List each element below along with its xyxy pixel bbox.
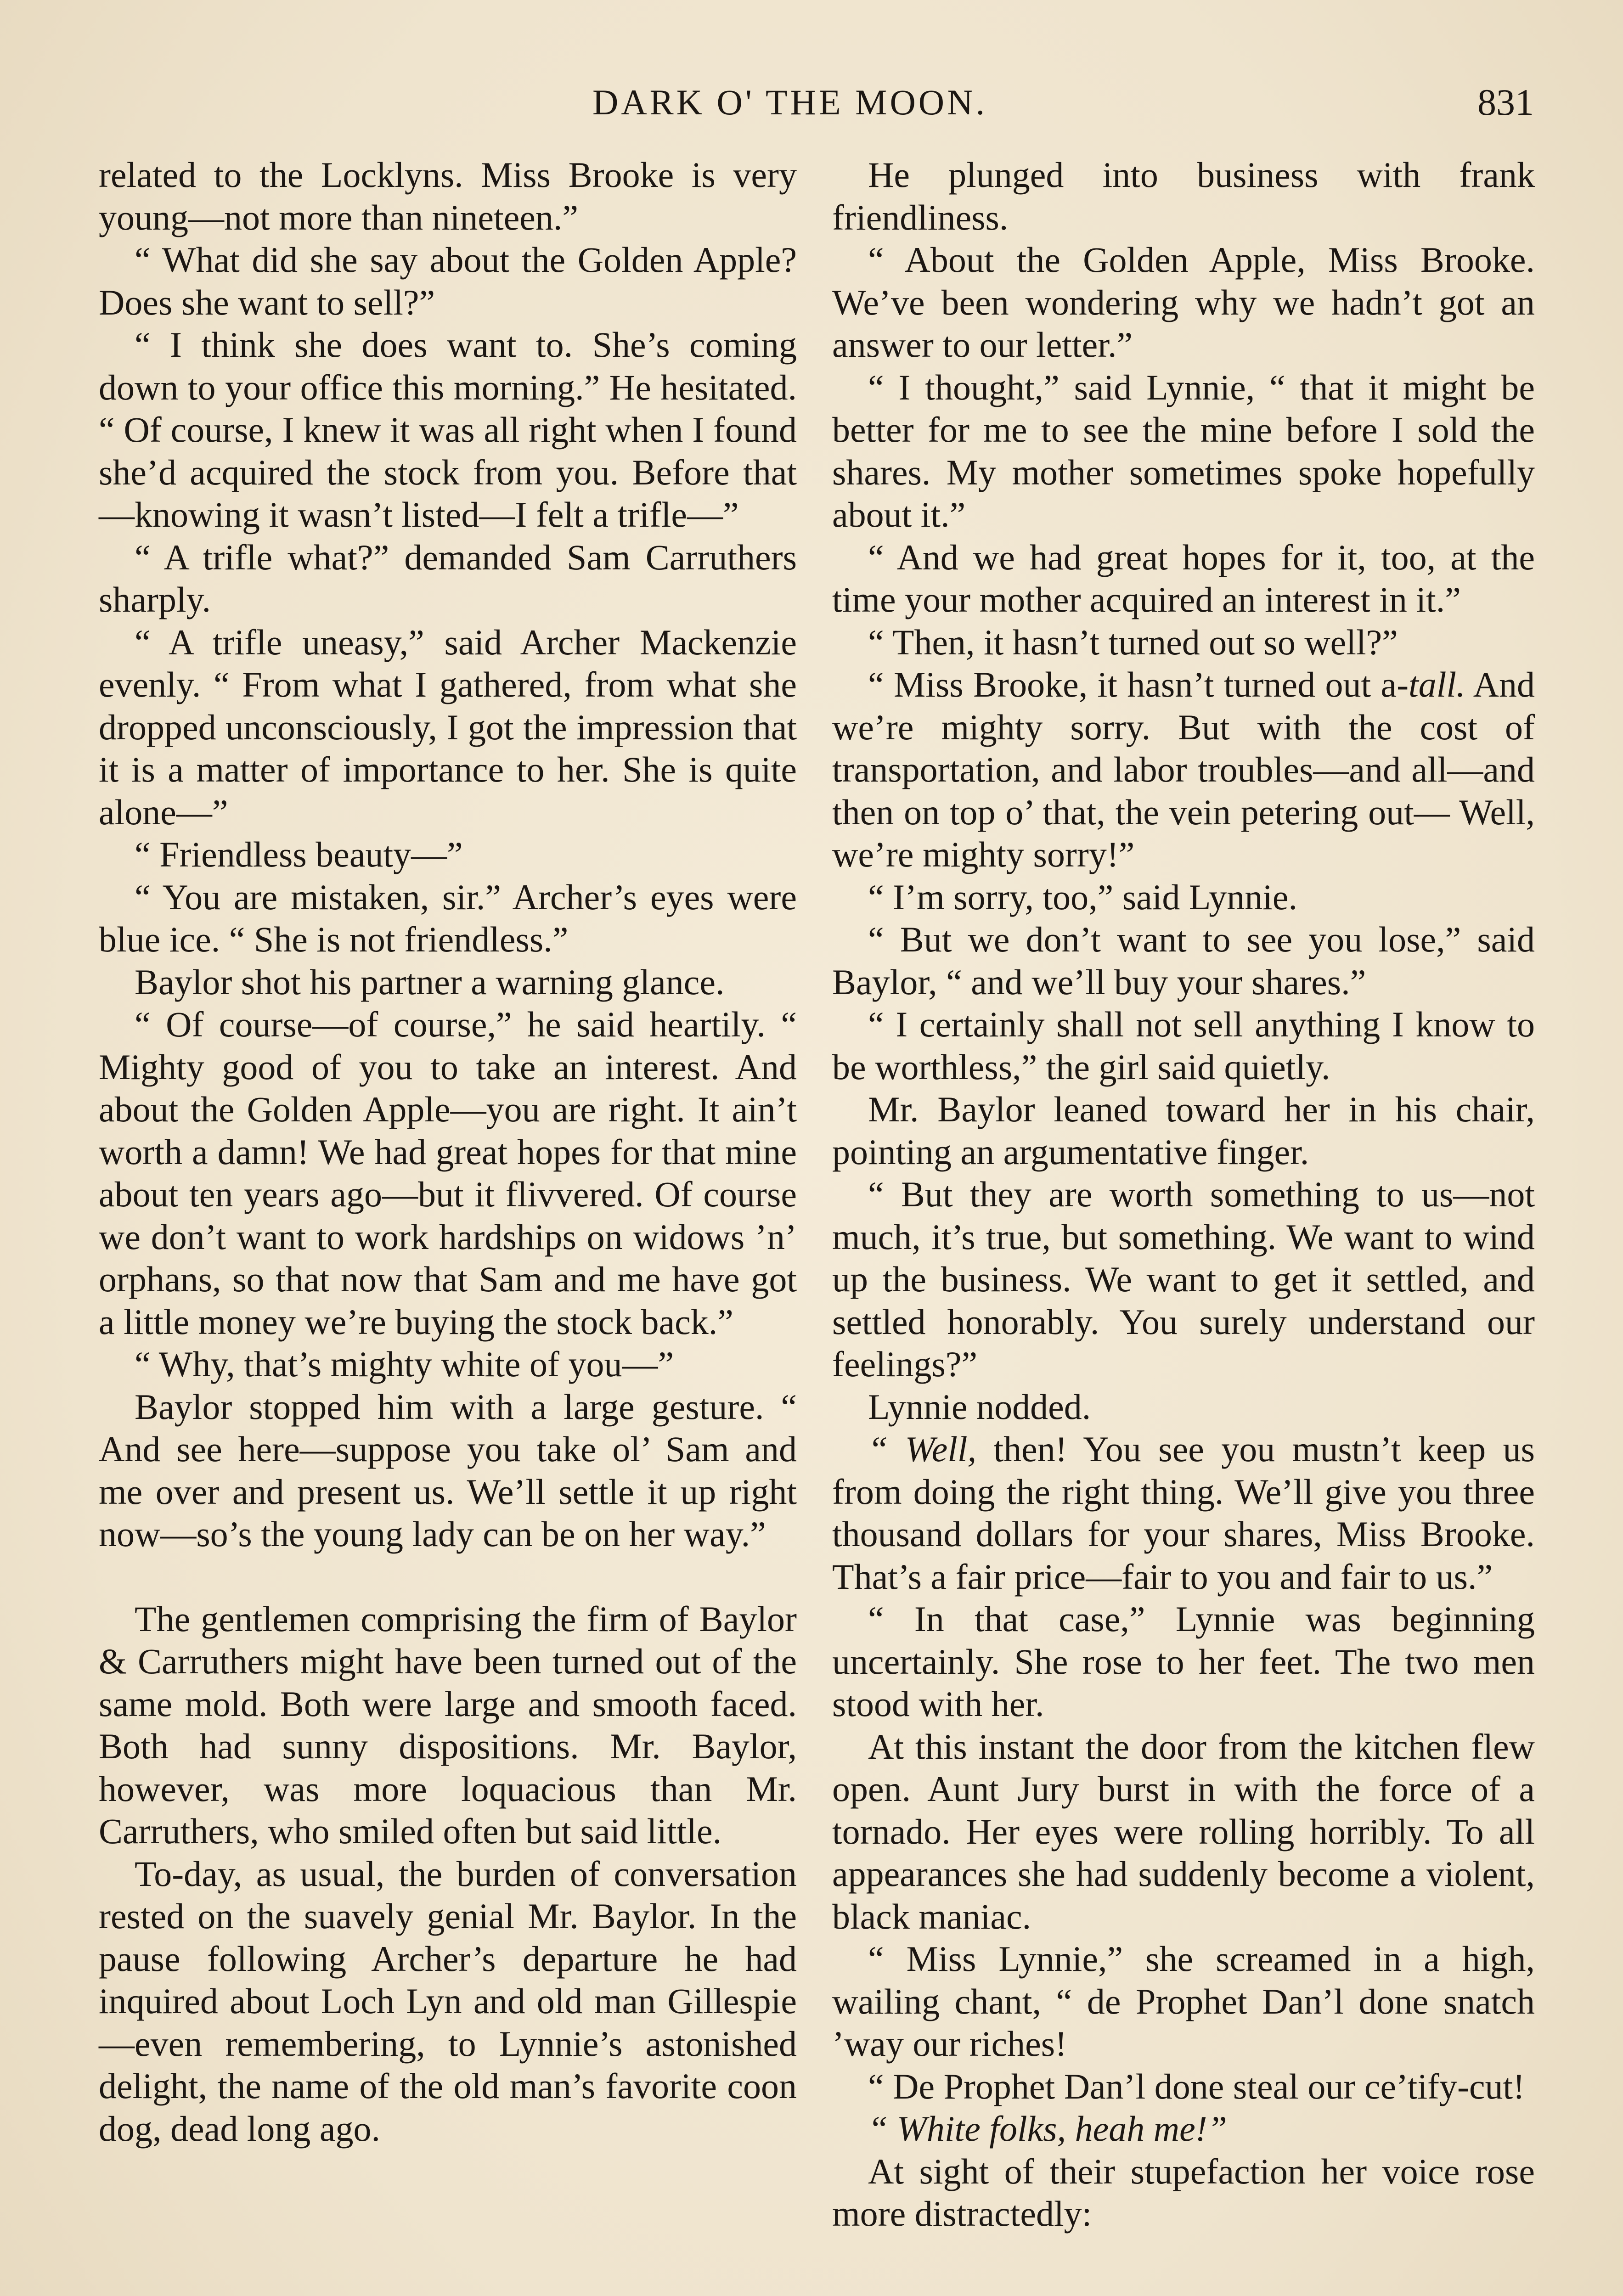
paragraph: “ A trifle uneasy,” said Archer Mackenzie evenly. “ From what I gathered, from what she dropped unconsciously, I got the impression that it is a matter of importance to her. She is quite alone—” [99, 622, 797, 832]
page-header [537, 77, 1534, 128]
paragraph: “ Friendless beauty—” [135, 834, 463, 874]
paragraph: “ I’m sorry, too,” said Lynnie. [868, 877, 1298, 917]
paragraph: Lynnie nodded. [868, 1386, 1091, 1427]
paragraph: “ I certainly shall not sell anything I know to be worthless,” the girl said quietly. [832, 1004, 1535, 1087]
paragraph: Baylor stopped him with a large gesture. “ And see here—suppose you take ol’ Sam and me over and present us. We’ll settle it up right now—so’s the young lady can be on her way.” [99, 1386, 797, 1554]
paragraph: “ About the Golden Apple, Miss Brooke. We’ve been wondering why we hadn’t got an answer to our letter.” [832, 240, 1535, 365]
paragraph: “ Of course—of course,” he said heartily. “ Mighty good of you to take an interest. And about the Golden Apple—you are right. It ain’t worth a damn! We had great hopes for that mine about ten years ago—but it flivvered. Of course we don’t want to work hardships on widows ’n’ orphans, so that now that Sam and me have got a little money we’re buying the stock back.” [99, 1004, 797, 1342]
running-title: DARK O' THE MOON. [592, 82, 987, 122]
paragraph: To-day, as usual, the burden of conversation rested on the suavely genial Mr. Baylor. In the pause following Archer’s departure he had inquired about Loch Lyn and old man Gillespie—even remembering, to Lynnie’s astonished delight, the name of the old man’s favorite coon dog, dead long ago. [99, 1853, 797, 2149]
paragraph: “ What did she say about the Golden Apple? Does she want to sell?” [99, 240, 797, 322]
paragraph: At sight of their stupefaction her voice rose more distractedly: [832, 2151, 1535, 2234]
text-run: then! You see you mustn’t keep us from doing the right thing. We’ll give you three thousand dollars for your shares, Miss Brooke. That’s a fair price—fair to you and fair to us.” [832, 1429, 1535, 1597]
italic-run: “ White folks, heah me!” [868, 2109, 1228, 2149]
paragraph [832, 2108, 1535, 2150]
text-run: “ Miss Brooke, it hasn’t turned out a- [868, 664, 1409, 704]
page-number: 831 [1477, 81, 1534, 123]
paragraph [832, 1428, 1535, 1598]
paragraph: related to the Locklyns. Miss Brooke is very young—not more than nineteen.” [99, 155, 797, 237]
paragraph: “ Why, that’s mighty white of you—” [135, 1344, 674, 1384]
paragraph: “ And we had great hopes for it, too, at the time your mother acquired an interest in it.” [832, 537, 1535, 619]
paragraph: “ I thought,” said Lynnie, “ that it might be better for me to see the mine before I sold the shares. My mother sometimes spoke hopefully about it.” [832, 367, 1535, 535]
paragraph: Mr. Baylor leaned toward her in his chair, pointing an argumentative finger. [832, 1089, 1535, 1172]
paragraph: The gentlemen comprising the firm of Baylor & Carruthers might have been turned out of the same mold. Both were large and smooth faced. Both had sunny dispositions. Mr. Baylor, however, was more loquacious than Mr. Carruthers, who smiled often but said little. [99, 1598, 797, 1851]
right-column [832, 154, 1535, 2235]
italic-run: tall. [1409, 664, 1465, 704]
italic-run: “ Well, [868, 1429, 977, 1469]
paragraph: “ A trifle what?” demanded Sam Carruthers sharply. [99, 537, 797, 619]
paragraph: “ De Prophet Dan’l done steal our ce’tify-cut! [868, 2066, 1525, 2106]
paragraph: Baylor shot his partner a warning glance. [135, 962, 725, 1002]
paragraph: “ Then, it hasn’t turned out so well?” [868, 622, 1398, 662]
paragraph: “ But they are worth something to us—not much, it’s true, but something. We want to wind up the business. We want to get it settled, and settled honorably. You surely understand our feelings?” [832, 1174, 1535, 1384]
paragraph: He plunged into business with frank friendliness. [832, 155, 1535, 237]
paragraph: “ I think she does want to. She’s coming down to your office this morning.” He hesitated. “ Of course, I knew it was all right when I found she’d acquired the stock from you. Before that—knowing it wasn’t listed—I felt a trifle—” [99, 325, 797, 535]
left-column [99, 154, 797, 2150]
paragraph: “ You are mistaken, sir.” Archer’s eyes were blue ice. “ She is not friendless.” [99, 877, 797, 959]
text-run: And we’re mighty sorry. But with the cost of transportation, and labor troubles—and all—and then on top o’ that, the vein petering out— Well, we’re mighty sorry!” [832, 664, 1535, 874]
paragraph [832, 664, 1535, 876]
paragraph: “ Miss Lynnie,” she screamed in a high, wailing chant, “ de Prophet Dan’l done snatch ’way our riches! [832, 1939, 1535, 2064]
paragraph: “ But we don’t want to see you lose,” said Baylor, “ and we’ll buy your shares.” [832, 919, 1535, 1002]
paragraph: “ In that case,” Lynnie was beginning uncertainly. She rose to her feet. The two men stood with her. [832, 1599, 1535, 1724]
paragraph: At this instant the door from the kitchen flew open. Aunt Jury burst in with the force of a tornado. Her eyes were rolling horribly. To all appearances she had suddenly become a violent, black maniac. [832, 1726, 1535, 1936]
